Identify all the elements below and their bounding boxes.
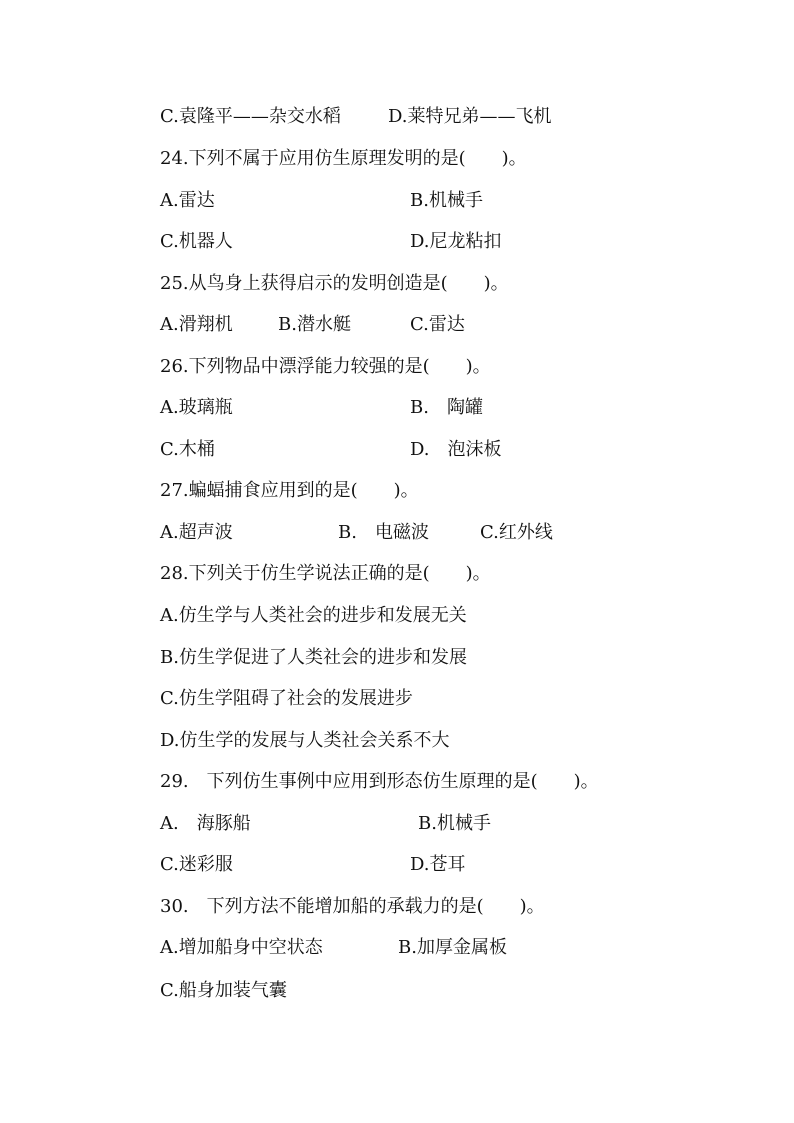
question-24-text: 24.下列不属于应用仿生原理发明的是( )。 xyxy=(160,148,527,169)
option-q23-d: D.莱特兄弟——飞机 xyxy=(388,106,552,127)
option-q28-b-text: B.仿生学促进了人类社会的进步和发展 xyxy=(160,647,467,668)
option-q23-c: C.袁隆平——杂交水稻 xyxy=(160,106,341,127)
option-q24-d: D.尼龙粘扣 xyxy=(410,231,502,252)
question-29-text: 29. 下列仿生事例中应用到形态仿生原理的是( )。 xyxy=(160,771,599,792)
option-q28-d-text: D.仿生学的发展与人类社会关系不大 xyxy=(160,730,450,751)
option-q24-b: B.机械手 xyxy=(410,190,483,211)
option-q26-a: A.玻璃瓶 xyxy=(160,397,233,418)
question-28-text: 28.下列关于仿生学说法正确的是( )。 xyxy=(160,563,491,584)
option-q30-c-text: C.船身加装气囊 xyxy=(160,980,287,1001)
question-26-text: 26.下列物品中漂浮能力较强的是( )。 xyxy=(160,356,491,377)
option-q29-d: D.苍耳 xyxy=(410,854,466,875)
option-q26-b: B. 陶罐 xyxy=(410,397,483,418)
option-q26-d: D. 泡沫板 xyxy=(410,439,502,460)
question-25-text: 25.从鸟身上获得启示的发明创造是( )。 xyxy=(160,273,509,294)
option-q25-c: C.雷达 xyxy=(410,314,465,335)
option-q29-b: B.机械手 xyxy=(418,813,491,834)
option-q24-a: A.雷达 xyxy=(160,190,215,211)
question-30-text: 30. 下列方法不能增加船的承载力的是( )。 xyxy=(160,896,545,917)
option-q29-c: C.迷彩服 xyxy=(160,854,233,875)
option-q30-a: A.增加船身中空状态 xyxy=(160,937,323,958)
option-q25-a: A.滑翔机 xyxy=(160,314,233,335)
question-27-text: 27.蝙蝠捕食应用到的是( )。 xyxy=(160,480,419,501)
option-q27-b: B. 电磁波 xyxy=(338,522,429,543)
option-q29-a: A. 海豚船 xyxy=(160,813,251,834)
option-q27-a: A.超声波 xyxy=(160,522,233,543)
option-q28-a-text: A.仿生学与人类社会的进步和发展无关 xyxy=(160,605,467,626)
option-q28-c-text: C.仿生学阻碍了社会的发展进步 xyxy=(160,688,413,709)
option-q25-b: B.潜水艇 xyxy=(278,314,351,335)
option-q30-b: B.加厚金属板 xyxy=(398,937,507,958)
option-q27-c: C.红外线 xyxy=(480,522,553,543)
option-q26-c: C.木桶 xyxy=(160,439,215,460)
option-q24-c: C.机器人 xyxy=(160,231,233,252)
